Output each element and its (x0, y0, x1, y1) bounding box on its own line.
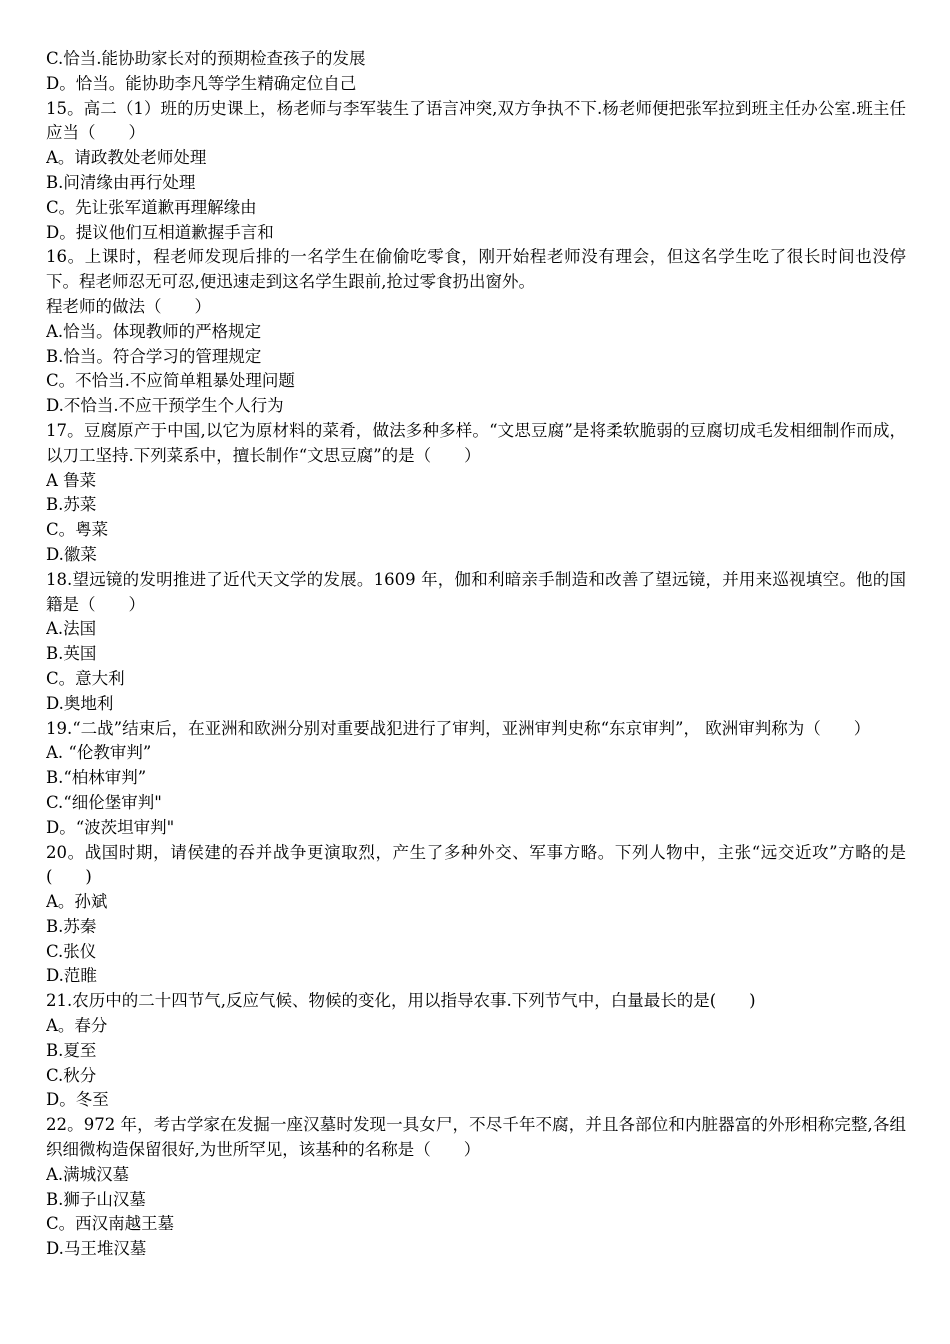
option-line: B.夏至 (46, 1040, 97, 1060)
option-line: D。恰当。能协助李凡等学生精确定位自己 (46, 73, 357, 93)
option-line: C.秋分 (46, 1065, 97, 1085)
option-line: A.满城汉墓 (46, 1164, 130, 1184)
question-stem: 18.望远镜的发明推进了近代天文学的发展。1609 年，伽和利暗亲手制造和改善了望远镜，并用来巡视填空。他的国籍是（ ） (46, 569, 906, 614)
question-16 (46, 245, 906, 295)
option-line: C.“细伦堡审判" (46, 792, 162, 812)
question-stem: 17。豆腐原产于中国,以它为原材料的菜肴，做法多种多样。“文思豆腐”是将柔软脆弱的豆腐切成毛发相细制作而成，以刀工坚持.下列菜系中，擅长制作“文思豆腐”的是（ ） (46, 420, 906, 465)
option-line: C。意大利 (46, 668, 125, 688)
option-line: B.“柏林审判” (46, 768, 147, 788)
option-line: C。粤菜 (46, 520, 109, 540)
option-line: C.张仪 (46, 941, 97, 961)
option-line: B.英国 (46, 644, 97, 664)
document-body (46, 47, 906, 1262)
option-line: D.徽菜 (46, 544, 97, 564)
question-15 (46, 97, 906, 147)
option-line: B.苏菜 (46, 495, 97, 515)
option-line: C。不恰当.不应简单粗暴处理问题 (46, 371, 295, 391)
question-22 (46, 1113, 906, 1163)
option-line: A。孙斌 (46, 892, 108, 912)
question-18 (46, 568, 906, 618)
question-stem: 22。972 年，考古学家在发掘一座汉墓时发现一具女尸，不尽千年不腐，并且各部位和内脏器富的外形相称完整,各组织细微构造保留很好,为世所罕见，该基种的名称是（ ） (46, 1115, 906, 1160)
option-line: A。请政教处老师处理 (46, 148, 207, 168)
option-line: C。西汉南越王墓 (46, 1214, 175, 1234)
option-line: A。春分 (46, 1016, 108, 1036)
option-line: C.恰当.能协助家长对的预期检查孩子的发展 (46, 49, 366, 68)
question-21 (46, 989, 906, 1014)
option-line: A. “伦教审判” (46, 743, 152, 763)
option-line: A.法国 (46, 619, 97, 639)
option-line: D.马王堆汉墓 (46, 1239, 147, 1259)
option-line: B.恰当。符合学习的管理规定 (46, 346, 262, 366)
question-stem: 20。战国时期，请侯建的吞并战争更演取烈，产生了多种外交、军事方略。下列人物中，主张“远交近攻”方略的是( ) (46, 842, 906, 887)
option-line: C。先让张军道歉再理解缘由 (46, 197, 257, 217)
question-stem: 15。高二（1）班的历史课上，杨老师与李军装生了语言冲突,双方争执不下.杨老师便把张军拉到班主任办公室.班主任应当（ ） (46, 98, 906, 143)
option-line: D.奥地利 (46, 693, 114, 713)
option-line: D。冬至 (46, 1090, 109, 1110)
option-line: B.狮子山汉墓 (46, 1189, 146, 1209)
question-stem-continued: 程老师的做法（ ） (46, 296, 211, 316)
question-stem: 19.“二战”结束后，在亚洲和欧洲分别对重要战犯进行了审判，亚洲审判史称“东京审判”， 欧洲审判称为（ ） (46, 718, 871, 738)
option-line: D.范睢 (46, 966, 97, 986)
question-17 (46, 419, 906, 469)
option-line: B.苏秦 (46, 916, 97, 936)
option-line: D.不恰当.不应干预学生个人行为 (46, 396, 284, 416)
option-line: D。“波茨坦审判" (46, 817, 175, 837)
question-19 (46, 717, 906, 742)
option-line: A 鲁菜 (46, 470, 97, 490)
question-stem: 16。上课时，程老师发现后排的一名学生在偷偷吃零食，刚开始程老师没有理会，但这名学生吃了很长时间也没停下。程老师忍无可忍,便迅速走到这名学生跟前,抢过零食扔出窗外。 (46, 247, 906, 292)
option-line: A.恰当。体现教师的严格规定 (46, 321, 262, 341)
option-line: D。提议他们互相道歉握手言和 (46, 222, 274, 242)
option-line: B.问清缘由再行处理 (46, 172, 196, 192)
question-stem: 21.农历中的二十四节气,反应气候、物候的变化，用以指导农事.下列节气中，白量最长的是( ) (46, 991, 756, 1011)
question-20 (46, 841, 906, 891)
